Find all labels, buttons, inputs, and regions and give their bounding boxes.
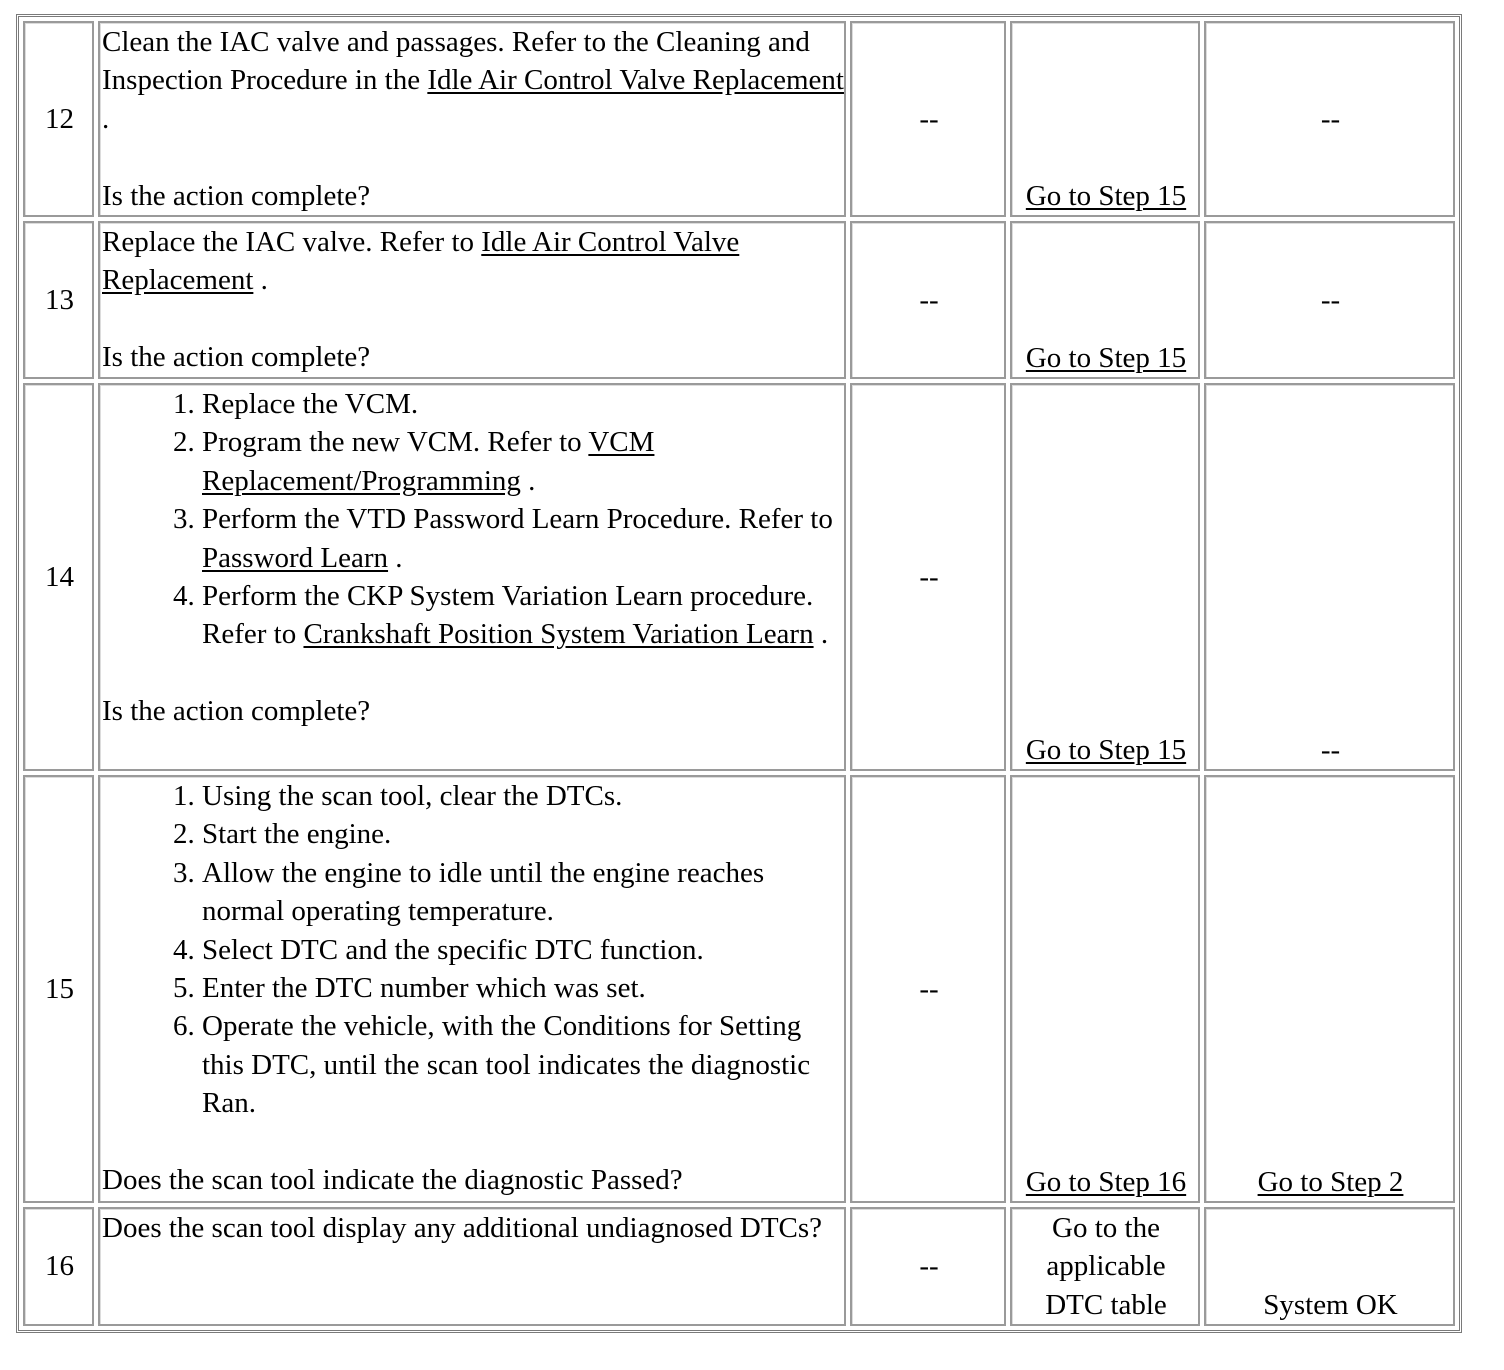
procedure-list [102,385,844,654]
no-cell [1204,775,1455,1203]
action-text: Clean the IAC valve and passages. Refer to the Cleaning and Inspection Procedure in the [102,26,810,97]
no-cell: -- [1204,221,1455,379]
go-to-step-link[interactable]: Go to Step 16 [1025,1165,1187,1198]
action-question: Is the action complete? [102,695,371,728]
action-question: Does the scan tool display any additional undiagnosed DTCs? [102,1212,823,1245]
procedure-list [102,777,844,1123]
action-cell [98,21,846,217]
list-item: 2. Program the new VCM. Refer to VCM Replacement/Programming . [202,423,844,500]
value-cell: -- [850,383,1006,771]
step-number: 16 [23,1207,94,1326]
value-cell: -- [850,221,1006,379]
step-number: 12 [23,21,94,217]
action-cell [98,383,846,771]
list-item: 5. Enter the DTC number which was set. [202,969,844,1007]
action-question: Is the action complete? [102,341,371,374]
action-question: Does the scan tool indicate the diagnostic Passed? [102,1164,683,1197]
list-item: 1. Replace the VCM. [202,385,844,423]
link-vcm-replacement-programming[interactable]: VCM Replacement/Programming [202,426,655,497]
action-text-end: . [253,264,268,297]
action-text: Replace the IAC valve. Refer to [102,226,482,259]
go-to-step-link[interactable]: Go to Step 15 [1025,733,1187,766]
go-to-step-link[interactable]: Go to Step 15 [1025,179,1187,212]
yes-cell [1010,21,1200,217]
value-cell: -- [850,1207,1006,1326]
list-item: 3. Allow the engine to idle until the engine reaches normal operating temperature. [202,854,844,931]
list-item: 6. Operate the vehicle, with the Conditions for Setting this DTC, until the scan tool indicates the diagnostic Ran. [202,1007,844,1122]
go-to-step-link[interactable]: Go to Step 15 [1025,341,1187,374]
value-cell: -- [850,21,1006,217]
action-cell [98,1207,846,1326]
list-item: 1. Using the scan tool, clear the DTCs. [202,777,844,815]
table-row [23,1207,1455,1326]
diagnostic-table [16,14,1462,1333]
yes-cell: Go to the applicable DTC table [1010,1207,1200,1326]
table-row [23,775,1455,1203]
no-cell: -- [1204,21,1455,217]
link-idle-air-control-valve-replacement[interactable]: Idle Air Control Valve Replacement [427,64,844,97]
step-number: 15 [23,775,94,1203]
list-item: 4. Perform the CKP System Variation Learn procedure. Refer to Crankshaft Position System Variation Learn . [202,577,844,654]
table-row [23,221,1455,379]
list-item: 4. Select DTC and the specific DTC function. [202,931,844,969]
yes-cell [1010,383,1200,771]
step-number: 14 [23,383,94,771]
value-cell: -- [850,775,1006,1203]
link-crankshaft-position-system-variation-learn[interactable]: Crankshaft Position System Variation Learn [303,618,814,651]
table-row [23,21,1455,217]
no-cell: -- [1204,383,1455,771]
yes-cell [1010,221,1200,379]
list-item: 2. Start the engine. [202,815,844,853]
table-row [23,383,1455,771]
link-idle-air-control-valve-replacement[interactable]: Idle Air Control Valve Replacement [102,226,740,297]
link-password-learn[interactable]: Password Learn [202,541,389,574]
yes-cell [1010,775,1200,1203]
action-cell [98,221,846,379]
action-question: Is the action complete? [102,179,371,212]
go-to-step-link[interactable]: Go to Step 2 [1257,1165,1404,1198]
step-number: 13 [23,221,94,379]
list-item: 3. Perform the VTD Password Learn Procedure. Refer to Password Learn . [202,500,844,577]
no-cell: System OK [1204,1207,1455,1326]
action-text-end: . [102,102,110,135]
action-cell [98,775,846,1203]
